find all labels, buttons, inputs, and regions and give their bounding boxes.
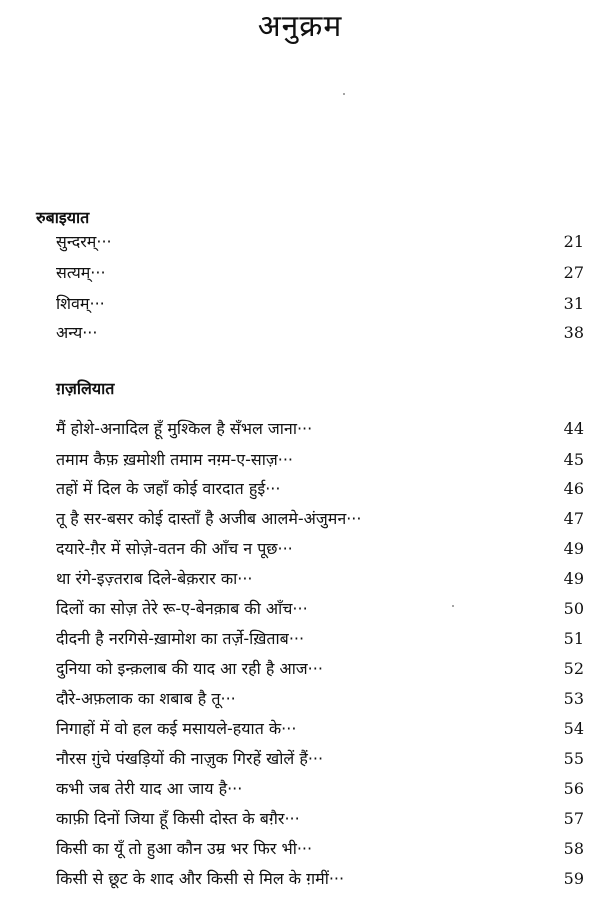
toc-entry[interactable] bbox=[56, 506, 584, 532]
toc-entry-page: 45 bbox=[563, 450, 584, 469]
toc-entry-page: 47 bbox=[563, 509, 584, 528]
toc-entry-page: 58 bbox=[563, 839, 584, 858]
toc-entry-title: शिवम्··· bbox=[56, 294, 105, 313]
toc-entry-page: 56 bbox=[563, 779, 584, 798]
section-heading-ghazaliyat: ग़ज़लियात bbox=[56, 379, 115, 398]
toc-entry-title: था रंगे-इज़्तराब दिले-बेक़रार का··· bbox=[56, 569, 253, 588]
toc-entry-title: तू है सर-बसर कोई दास्ताँ है अजीब आलमे-अंजुमन··· bbox=[56, 509, 362, 528]
toc-entry-title: नौरस ग़ुंचे पंखड़ियों की नाज़ुक गिरहें खोलें हैं··· bbox=[56, 749, 324, 768]
toc-entry-page: 46 bbox=[563, 479, 584, 498]
toc-entry[interactable] bbox=[56, 806, 584, 832]
toc-entry-title: मैं होशे-अनादिल हूँ मुश्किल है सँभल जाना··· bbox=[56, 419, 313, 438]
toc-entry-page: 51 bbox=[563, 629, 584, 648]
toc-entry[interactable] bbox=[56, 836, 584, 862]
toc-entry-page: 54 bbox=[563, 719, 584, 738]
toc-entry[interactable] bbox=[56, 716, 584, 742]
toc-entry[interactable] bbox=[56, 536, 584, 562]
toc-entry[interactable] bbox=[56, 656, 584, 682]
toc-entry-title: काफ़ी दिनों जिया हूँ किसी दोस्त के बग़ैर··· bbox=[56, 809, 300, 828]
toc-entry[interactable] bbox=[56, 260, 584, 286]
toc-entry[interactable] bbox=[56, 776, 584, 802]
toc-entry-title: अन्य··· bbox=[56, 323, 98, 342]
section-heading-rubaiyat: रुबाइयात bbox=[36, 208, 90, 227]
toc-entry-page: 27 bbox=[563, 263, 584, 282]
toc-entry[interactable] bbox=[56, 447, 584, 473]
toc-entry-page: 44 bbox=[563, 419, 584, 438]
toc-entry[interactable] bbox=[56, 566, 584, 592]
toc-entry-title: दुनिया को इन्क़लाब की याद आ रही है आज··· bbox=[56, 659, 323, 678]
toc-entry[interactable] bbox=[56, 416, 584, 442]
toc-entry-title: तहों में दिल के जहाँ कोई वारदात हुई··· bbox=[56, 479, 281, 498]
toc-entry-title: सत्यम्··· bbox=[56, 263, 106, 282]
toc-entry-page: 21 bbox=[563, 232, 584, 251]
toc-entry[interactable] bbox=[56, 229, 584, 255]
toc-entry-page: 55 bbox=[563, 749, 584, 768]
toc-entry[interactable] bbox=[56, 626, 584, 652]
toc-entry-title: किसी का यूँ तो हुआ कौन उम्र भर फिर भी··· bbox=[56, 839, 313, 858]
toc-entry-title: सुन्दरम्··· bbox=[56, 232, 112, 251]
toc-entry-page: 49 bbox=[563, 569, 584, 588]
toc-entry[interactable] bbox=[56, 291, 584, 317]
toc-entry-title: निगाहों में वो हल कई मसायले-हयात के··· bbox=[56, 719, 297, 738]
toc-entry[interactable] bbox=[56, 866, 584, 892]
toc-entry-title: दौरे-अफ़लाक का शबाब है तू··· bbox=[56, 689, 236, 708]
toc-entry-page: 57 bbox=[563, 809, 584, 828]
toc-entry-title: कभी जब तेरी याद आ जाय है··· bbox=[56, 779, 243, 798]
toc-entry-title: तमाम कैफ़ ख़मोशी तमाम नग़्म-ए-साज़··· bbox=[56, 450, 294, 469]
toc-entry[interactable] bbox=[56, 476, 584, 502]
toc-entry-title: किसी से छूट के शाद और किसी से मिल के ग़मीं··· bbox=[56, 869, 345, 888]
toc-entry[interactable] bbox=[56, 746, 584, 772]
toc-entry-title: दीदनी है नरगिसे-ख़ामोश का तर्ज़े-ख़िताब··· bbox=[56, 629, 305, 648]
toc-entry-page: 52 bbox=[563, 659, 584, 678]
page-title: अनुक्रम bbox=[257, 9, 343, 44]
toc-entry-page: 31 bbox=[563, 294, 584, 313]
toc-entry[interactable] bbox=[56, 686, 584, 712]
scan-speck bbox=[343, 93, 345, 95]
toc-entry-title: दिलों का सोज़ तेरे रू-ए-बेनक़ाब की आँच··· bbox=[56, 599, 308, 618]
toc-entry-title: दयारे-ग़ैर में सोज़े-वतन की आँच न पूछ··· bbox=[56, 539, 293, 558]
toc-entry[interactable] bbox=[56, 320, 584, 346]
toc-entry-page: 49 bbox=[563, 539, 584, 558]
toc-entry-page: 50 bbox=[563, 599, 584, 618]
toc-entry-page: 38 bbox=[563, 323, 584, 342]
toc-entry-page: 59 bbox=[563, 869, 584, 888]
toc-entry[interactable] bbox=[56, 596, 584, 622]
toc-entry-page: 53 bbox=[563, 689, 584, 708]
